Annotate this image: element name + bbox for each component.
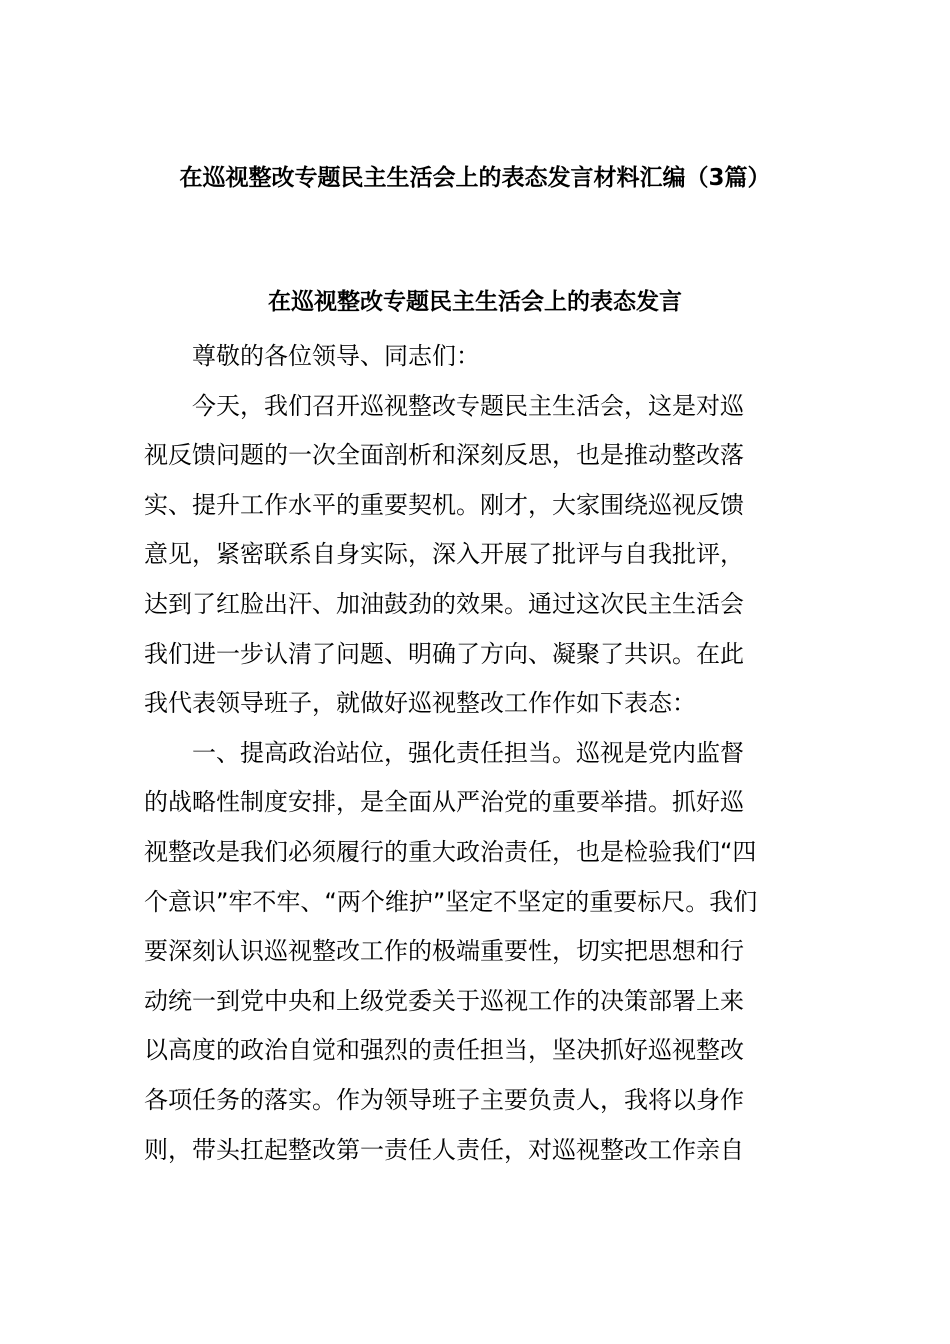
text-line: 要深刻认识巡视整改工作的极端重要性，切实把思想和行 <box>144 937 744 966</box>
text-line: 动统一到党中央和上级党委关于巡视工作的决策部署上来 <box>144 986 744 1015</box>
text-line: 达到了红脸出汗、加油鼓劲的效果。通过这次民主生活会 <box>144 589 744 618</box>
text-line: 各项任务的落实。作为领导班子主要负责人，我将以身作 <box>144 1085 744 1114</box>
text-line: 视反馈问题的一次全面剖析和深刻反思，也是推动整改落 <box>144 441 744 470</box>
text-line: 视整改是我们必须履行的重大政治责任，也是检验我们“四 <box>144 837 757 866</box>
text-line: 尊敬的各位领导、同志们： <box>144 342 480 370</box>
body-text <box>144 332 808 1175</box>
text-line: 的战略性制度安排，是全面从严治党的重要举措。抓好巡 <box>144 788 744 817</box>
text-line: 今天，我们召开巡视整改专题民主生活会，这是对巡 <box>144 391 744 420</box>
text-line: 实、提升工作水平的重要契机。刚才，大家围绕巡视反馈 <box>144 490 744 519</box>
text-line: 则，带头扛起整改第一责任人责任，对巡视整改工作亲自 <box>144 1135 744 1164</box>
text-line: 我代表领导班子，就做好巡视整改工作作如下表态： <box>144 689 696 718</box>
text-line: 我们进一步认清了问题、明确了方向、凝聚了共识。在此 <box>144 639 744 668</box>
text-line: 个意识”牢不牢、“两个维护”坚定不坚定的重要标尺。我们 <box>144 887 758 916</box>
text-line: 一、提高政治站位，强化责任担当。巡视是党内监督 <box>144 738 744 767</box>
text-line: 意见，紧密联系自身实际，深入开展了批评与自我批评， <box>144 540 744 569</box>
document-title: 在巡视整改专题民主生活会上的表态发言材料汇编（3篇） <box>179 165 771 191</box>
section-title: 在巡视整改专题民主生活会上的表态发言 <box>268 289 682 315</box>
text-line: 以高度的政治自觉和强烈的责任担当，坚决抓好巡视整改 <box>144 1036 744 1065</box>
